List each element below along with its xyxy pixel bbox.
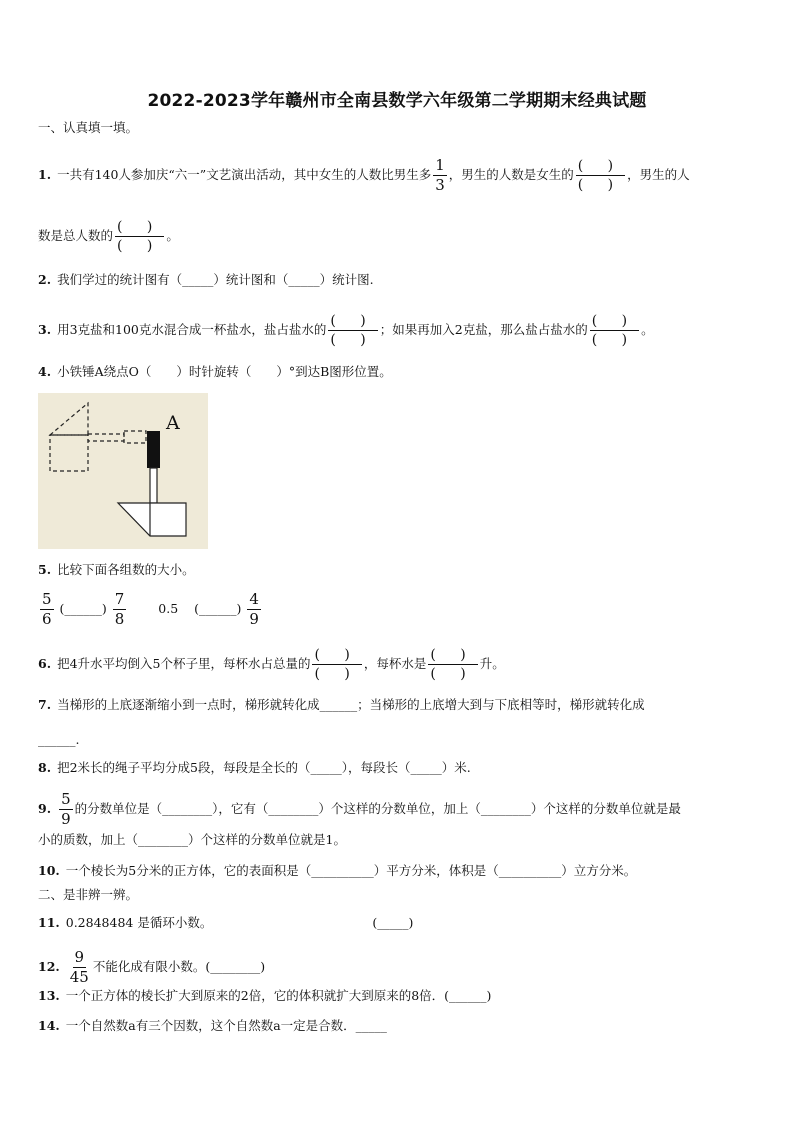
question-1 [38, 158, 764, 193]
question-text: ，男生的人数是女生的 [448, 167, 574, 182]
question-5 [38, 560, 764, 580]
question-9-continued [38, 830, 764, 850]
fraction [68, 950, 91, 985]
denominator: 45 [69, 968, 89, 986]
numerator: 7 [114, 590, 125, 608]
question-text: 升。 [479, 656, 505, 671]
question-text: 0.2848484 是循环小数。 [65, 915, 213, 930]
fraction [247, 592, 261, 627]
question-text: 数是总人数的 [38, 228, 114, 243]
denominator: 3 [435, 176, 445, 194]
answer-fraction-blank[interactable] [576, 159, 625, 192]
question-number: 9. [38, 801, 52, 816]
section-heading-1: 一、认真填一填。 [38, 120, 139, 135]
question-text: 小铁锤A绕点O（ ）时针旋转（ ）°到达B图形位置。 [57, 364, 392, 379]
answer-blank[interactable]: (_____) [372, 915, 414, 930]
question-number: 3. [38, 322, 52, 337]
denominator-blank: ( ) [314, 666, 360, 682]
answer-blank[interactable]: (______) [59, 601, 107, 616]
question-text: ，每杯水是 [363, 656, 427, 671]
question-8 [38, 758, 764, 778]
question-11 [38, 913, 764, 933]
question-number: 13. [38, 988, 60, 1003]
question-14 [38, 1016, 764, 1036]
label-a: A [166, 412, 180, 434]
denominator-blank: ( ) [591, 332, 638, 348]
question-number: 10. [38, 863, 60, 878]
question-text: 。 [166, 228, 179, 243]
question-7 [38, 695, 764, 715]
numerator-blank: ( ) [117, 219, 163, 235]
question-number: 7. [38, 697, 52, 712]
hammer-head [118, 503, 186, 536]
numerator-blank: ( ) [330, 313, 376, 329]
question-7-continued [38, 730, 764, 750]
question-text: 当梯形的上底逐渐缩小到一点时，梯形就转化成______；当梯形的上底增大到与下底相等时，梯形就转化成 [57, 697, 645, 712]
question-text: 小的质数，加上（________）个这样的分数单位就是1。 [38, 832, 346, 847]
numerator: 5 [61, 790, 71, 808]
question-text: 用3克盐和100克水混合成一杯盐水，盐占盐水的 [57, 322, 327, 337]
hammer-diagram [38, 393, 208, 549]
answer-fraction-blank[interactable] [115, 220, 164, 253]
page-title: 2022-2023学年赣州市全南县数学六年级第二学期期末经典试题 [147, 91, 647, 111]
question-text: 我们学过的统计图有（_____）统计图和（_____）统计图. [57, 272, 374, 287]
question-13 [38, 986, 764, 1006]
question-4 [38, 362, 764, 382]
question-3 [38, 314, 764, 347]
section-heading-2: 二、是非辨一辨。 [38, 887, 139, 902]
question-number: 11. [38, 915, 60, 930]
grip-a [147, 431, 160, 468]
denominator: 6 [42, 610, 52, 628]
dashed-grip [124, 431, 146, 443]
question-1-continued [38, 220, 764, 253]
numerator-blank: ( ) [314, 647, 360, 663]
numerator-blank: ( ) [430, 647, 476, 663]
question-12 [38, 950, 764, 985]
question-number: 8. [38, 760, 52, 775]
dashed-handle [88, 434, 124, 441]
question-text: 一共有140人参加庆“六一”文艺演出活动，其中女生的人数比男生多 [57, 167, 432, 182]
numerator: 4 [249, 590, 259, 608]
question-number: 5. [38, 562, 52, 577]
fraction [40, 592, 54, 627]
answer-fraction-blank[interactable] [590, 314, 639, 347]
numerator: 9 [74, 948, 85, 966]
question-text: 把4升水平均倒入5个杯子里，每杯水占总量的 [57, 656, 311, 671]
answer-fraction-blank[interactable] [328, 314, 377, 347]
denominator-blank: ( ) [117, 238, 163, 254]
numerator-blank: ( ) [591, 313, 638, 329]
question-text: 把2米长的绳子平均分成5段，每段是全长的（_____），每段长（_____）米. [57, 760, 471, 775]
denominator: 8 [114, 610, 125, 628]
numerator-blank: ( ) [577, 158, 624, 174]
question-number: 12. [38, 959, 60, 974]
question-5-comparisons [38, 592, 764, 627]
question-text: ，男生的人 [627, 167, 690, 182]
dashed-square-head [50, 435, 88, 471]
dashed-triangle-head [50, 403, 88, 435]
question-text: ；如果再加入2克盐，那么盐占盐水的 [379, 322, 588, 337]
numerator: 1 [435, 156, 445, 174]
question-2 [38, 270, 764, 290]
question-text: 比较下面各组数的大小。 [57, 562, 195, 577]
answer-fraction-blank[interactable] [312, 648, 361, 681]
numerator: 5 [42, 590, 52, 608]
decimal-value: 0.5 [158, 601, 179, 616]
denominator-blank: ( ) [330, 332, 376, 348]
fraction [433, 158, 447, 193]
question-number: 6. [38, 656, 52, 671]
question-number: 4. [38, 364, 52, 379]
hammer-rotation-figure [38, 393, 208, 549]
question-text: ______. [38, 732, 80, 747]
question-6 [38, 648, 764, 681]
question-text: 一个自然数a有三个因数，这个自然数a一定是合数．_____ [65, 1018, 387, 1033]
question-text: 一个正方体的棱长扩大到原来的2倍，它的体积就扩大到原来的8倍．(______) [65, 988, 492, 1003]
question-10 [38, 861, 764, 881]
question-text: 的分数单位是（________），它有（________）个这样的分数单位，加上（________）个这样的分数单位就是最 [74, 801, 681, 816]
answer-fraction-blank[interactable] [428, 648, 477, 681]
question-text: 。 [641, 322, 654, 337]
handle-a [150, 468, 157, 503]
question-9 [38, 792, 764, 827]
question-text: 一个棱长为5分米的正方体，它的表面积是（__________）平方分米，体积是（__________）立方分米。 [65, 863, 637, 878]
denominator-blank: ( ) [577, 177, 624, 193]
denominator: 9 [249, 610, 259, 628]
fraction [59, 792, 73, 827]
question-number: 2. [38, 272, 52, 287]
question-number: 14. [38, 1018, 60, 1033]
denominator: 9 [61, 810, 71, 828]
fraction [113, 592, 127, 627]
denominator-blank: ( ) [430, 666, 476, 682]
answer-blank[interactable]: (______) [194, 601, 242, 616]
question-number: 1. [38, 167, 52, 182]
question-text: 不能化成有限小数。(________) [92, 959, 266, 974]
